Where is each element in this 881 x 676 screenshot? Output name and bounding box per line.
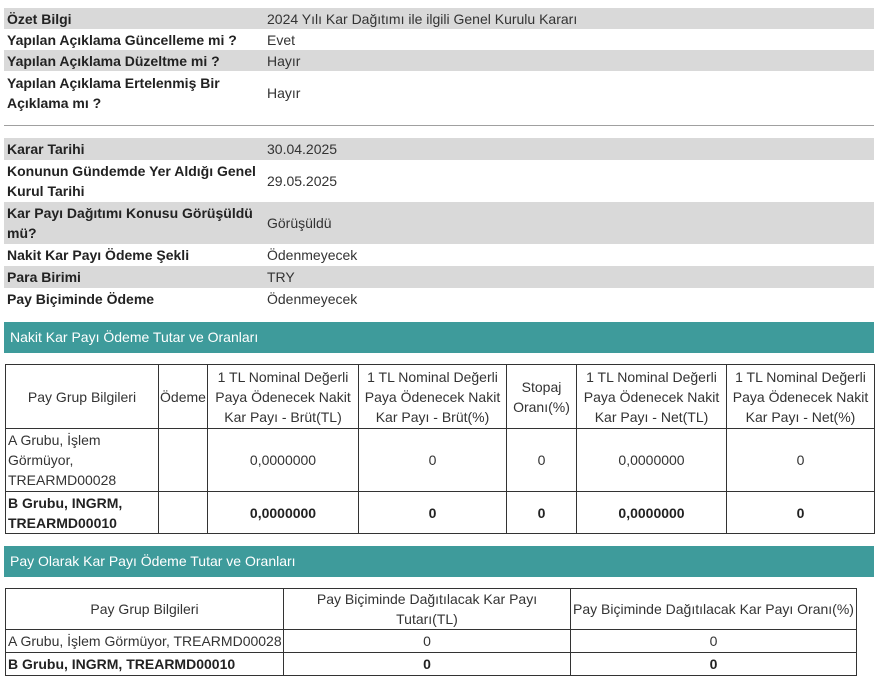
detail-row (4, 266, 874, 288)
field-label: Konunun Gündemde Yer Aldığı Genel Kurul Tarihi (7, 163, 256, 199)
table-row (6, 630, 857, 653)
table-cell: 0,0000000 (577, 429, 727, 492)
cash-dividend-section-header: Nakit Kar Payı Ödeme Tutar ve Oranları (4, 322, 874, 353)
table-cell: 0 (571, 653, 857, 676)
field-label: Özet Bilgi (7, 10, 72, 27)
field-value: Ödenmeyecek (267, 291, 358, 307)
summary-row (4, 29, 874, 50)
table-cell: 0 (727, 429, 875, 492)
field-label: Karar Tarihi (7, 141, 85, 157)
field-label: Yapılan Açıklama Güncelleme mi ? (7, 31, 237, 48)
column-header: 1 TL Nominal Değerli Paya Ödenecek Nakit Kar Payı - Net(%) (727, 365, 875, 429)
column-header: Pay Biçiminde Dağıtılacak Kar Payı Oranı(%) (571, 589, 857, 630)
detail-row (4, 138, 874, 160)
field-value: Görüşüldü (267, 215, 332, 231)
table-cell: 0 (284, 630, 571, 653)
decision-details (4, 138, 874, 310)
table-header-row (6, 365, 875, 429)
detail-row (4, 288, 874, 310)
table-header-row (6, 589, 857, 630)
table-cell: A Grubu, İşlem Görmüyor, TREARMD00028 (6, 630, 284, 653)
table-cell (159, 492, 208, 534)
field-label: Yapılan Açıklama Ertelenmiş Bir Açıklama mı ? (7, 75, 220, 111)
field-value: 29.05.2025 (267, 173, 338, 189)
cash-dividend-table (5, 364, 875, 534)
column-header: Pay Grup Bilgileri (6, 589, 284, 630)
column-header: Pay Biçiminde Dağıtılacak Kar Payı Tutarı(TL) (284, 589, 571, 630)
table-cell: 0,0000000 (208, 429, 359, 492)
field-label: Kar Payı Dağıtımı Konusu Görüşüldü mü? (7, 205, 253, 241)
summary-info (4, 8, 874, 115)
field-label: Pay Biçiminde Ödeme (7, 291, 155, 307)
field-value: Hayır (267, 85, 301, 101)
field-value: TRY (267, 269, 295, 285)
field-value: Hayır (267, 52, 301, 69)
table-cell: 0 (359, 492, 507, 534)
field-label: Nakit Kar Payı Ödeme Şekli (7, 247, 190, 263)
column-header: 1 TL Nominal Değerli Paya Ödenecek Nakit Kar Payı - Net(TL) (577, 365, 727, 429)
table-cell: 0 (284, 653, 571, 676)
table-cell: B Grubu, INGRM, TREARMD00010 (6, 653, 284, 676)
table-cell: 0 (727, 492, 875, 534)
field-value: 30.04.2025 (267, 141, 338, 157)
table-cell: 0 (571, 630, 857, 653)
table-cell: 0 (359, 429, 507, 492)
field-label: Yapılan Açıklama Düzeltme mi ? (7, 52, 220, 69)
column-header: 1 TL Nominal Değerli Paya Ödenecek Nakit Kar Payı - Brüt(%) (359, 365, 507, 429)
table-cell: B Grubu, INGRM, TREARMD00010 (6, 492, 159, 534)
table-row (6, 492, 875, 534)
summary-row (4, 50, 874, 71)
column-header: 1 TL Nominal Değerli Paya Ödenecek Nakit Kar Payı - Brüt(TL) (208, 365, 359, 429)
table-cell: 0 (507, 429, 577, 492)
table-cell (159, 429, 208, 492)
section-divider (4, 125, 874, 126)
detail-row (4, 160, 874, 202)
column-header: Ödeme (159, 365, 208, 429)
share-dividend-table (5, 588, 857, 676)
field-value: Ödenmeyecek (267, 247, 358, 263)
table-cell: 0,0000000 (577, 492, 727, 534)
table-cell: 0,0000000 (208, 492, 359, 534)
table-row (6, 653, 857, 676)
field-value: 2024 Yılı Kar Dağıtımı ile ilgili Genel Kurulu Kararı (267, 10, 578, 27)
table-cell: A Grubu, İşlem Görmüyor, TREARMD00028 (6, 429, 159, 492)
column-header: Stopaj Oranı(%) (507, 365, 577, 429)
table-cell: 0 (507, 492, 577, 534)
field-value: Evet (267, 31, 296, 48)
column-header: Pay Grup Bilgileri (6, 365, 159, 429)
share-dividend-section-header: Pay Olarak Kar Payı Ödeme Tutar ve Oranları (4, 546, 874, 577)
detail-row (4, 244, 874, 266)
field-label: Para Birimi (7, 269, 81, 285)
summary-row (4, 8, 874, 29)
detail-row (4, 202, 874, 244)
summary-row (4, 71, 874, 115)
table-row (6, 429, 875, 492)
